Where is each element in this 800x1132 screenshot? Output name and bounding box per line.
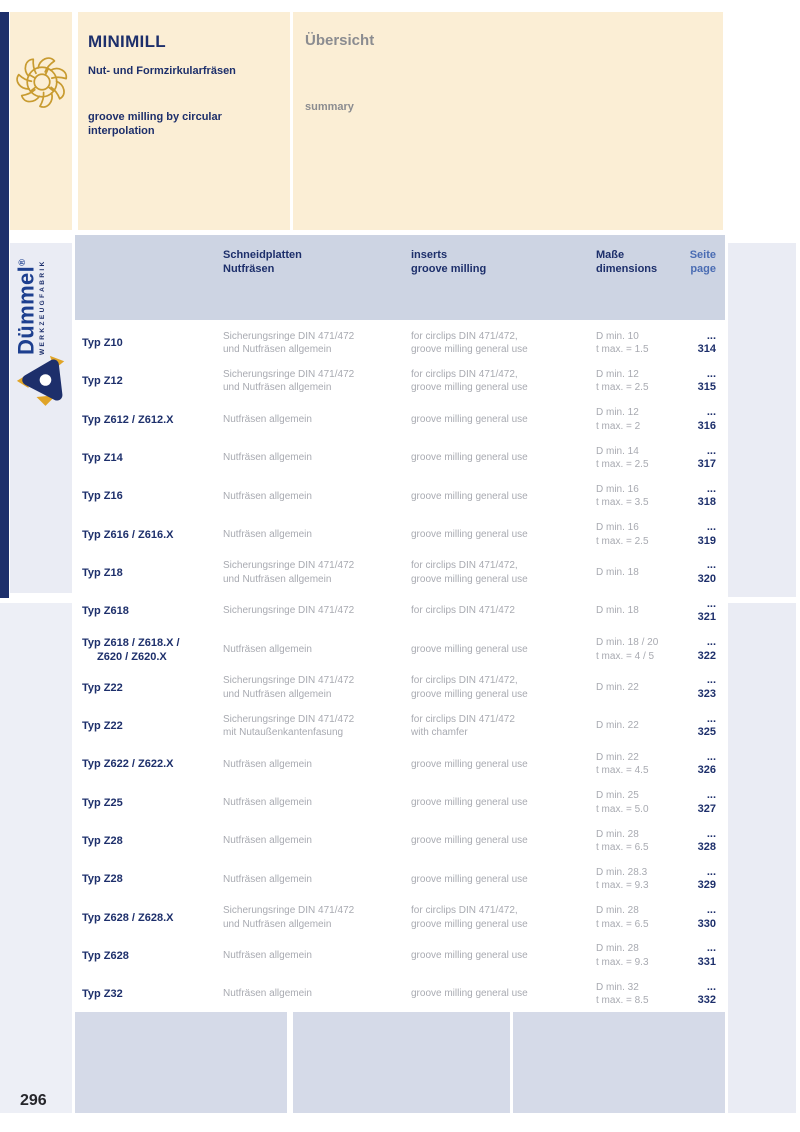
header-overview-box <box>293 12 723 230</box>
table-row <box>75 477 725 515</box>
cell-dims: D min. 22 <box>596 682 639 694</box>
cell-en: for circlips DIN 471/472, groove milling general use <box>411 368 528 394</box>
cell-page: ... 317 <box>697 444 716 471</box>
cell-typ: Typ Z22 <box>82 681 123 694</box>
cell-de: Nutfräsen allgemein <box>223 643 312 655</box>
table-row <box>75 592 725 630</box>
cell-en: for circlips DIN 471/472 <box>411 605 515 617</box>
brand-name: Dümmel® <box>13 258 39 355</box>
cell-page: ... 329 <box>697 865 716 892</box>
left-accent-bar <box>0 12 9 598</box>
cell-en: for circlips DIN 471/472, groove milling general use <box>411 330 528 356</box>
cell-dims: D min. 22 <box>596 720 639 732</box>
cell-typ: Typ Z22 <box>82 720 123 733</box>
brand-tagline: WERKZEUGFABRIK <box>39 259 47 355</box>
cell-de: Nutfräsen allgemein <box>223 413 312 425</box>
cell-page: ... 331 <box>697 942 716 968</box>
cell-de: Sicherungsringe DIN 471/472 und Nutfräsen allgemein <box>223 675 355 700</box>
cell-dims: D min. 16 t max. = 2.5 <box>596 522 649 547</box>
cell-typ: Typ Z18 <box>82 566 123 579</box>
cell-dims: D min. 10 t max. = 1.5 <box>596 330 649 356</box>
footer-block-1 <box>75 1012 287 1113</box>
cell-page: ... 314 <box>697 329 716 356</box>
table-row <box>75 898 725 936</box>
milling-cutter-icon <box>14 52 70 112</box>
cell-en: groove milling general use <box>411 835 528 847</box>
page-title: MINIMILL <box>88 32 166 51</box>
right-margin-strip-bottom <box>728 603 796 1113</box>
table-row <box>75 439 725 477</box>
cell-page: ... 328 <box>697 827 716 853</box>
cell-en: groove milling general use <box>411 796 528 808</box>
cell-dims: D min. 28 t max. = 9.3 <box>596 943 649 968</box>
cell-typ: Typ Z628 <box>82 949 129 962</box>
cell-typ: Typ Z10 <box>82 337 123 350</box>
cell-page: ... 321 <box>697 597 716 624</box>
cell-page: ... 318 <box>697 482 716 509</box>
cell-page: ... 322 <box>697 636 716 662</box>
cell-typ: Typ Z16 <box>82 490 123 503</box>
subtitle-english: groove milling by circular interpolation <box>88 111 222 137</box>
column-header-page: Seite page <box>689 249 716 275</box>
cell-dims: D min. 18 <box>596 605 639 617</box>
table-row <box>75 975 725 1013</box>
registered-mark: ® <box>17 258 27 266</box>
cell-de: Nutfräsen allgemein <box>223 528 312 540</box>
overview-table <box>75 235 725 1013</box>
cell-en: groove milling general use <box>411 490 528 502</box>
cell-en: groove milling general use <box>411 758 528 770</box>
brand-sidebar <box>10 243 72 593</box>
table-row <box>75 707 725 745</box>
column-header-dimensions: Maße dimensions <box>596 249 658 275</box>
table-row <box>75 860 725 898</box>
cell-typ: Typ Z28 <box>82 873 123 886</box>
subtitle-german: Nut- und Formzirkularfräsen <box>88 65 236 77</box>
cell-de: Sicherungsringe DIN 471/472 und Nutfräsen allgemein <box>223 905 355 930</box>
header-icon-box <box>10 12 72 230</box>
cell-dims: D min. 18 / 20 t max. = 4 / 5 <box>596 637 659 662</box>
cell-en: groove milling general use <box>411 643 528 655</box>
table-row <box>75 669 725 707</box>
table-row <box>75 362 725 400</box>
table-row <box>75 822 725 860</box>
cell-de: Nutfräsen allgemein <box>223 988 312 1000</box>
cell-typ: Typ Z14 <box>82 452 123 465</box>
table-row <box>75 554 725 592</box>
cell-page: ... 325 <box>697 712 716 739</box>
brand-logo-text <box>10 245 72 355</box>
cell-typ: Typ Z622 / Z622.X <box>82 758 174 771</box>
cell-typ: Typ Z616 / Z616.X <box>82 528 174 541</box>
cell-dims: D min. 12 t max. = 2 <box>596 407 641 432</box>
cell-en: for circlips DIN 471/472 with chamfer <box>411 713 515 739</box>
cell-en: groove milling general use <box>411 950 528 962</box>
cell-en: groove milling general use <box>411 873 528 885</box>
table-body <box>75 320 725 1013</box>
cell-page: ... 326 <box>697 750 716 777</box>
cell-de: Sicherungsringe DIN 471/472 und Nutfräsen allgemein <box>223 368 355 394</box>
left-margin-strip-bottom <box>0 603 72 1113</box>
cell-typ: Typ Z618 <box>82 605 129 618</box>
cell-de: Sicherungsringe DIN 471/472 und Nutfräsen allgemein <box>223 330 355 356</box>
cell-page: ... 323 <box>697 674 716 700</box>
cell-page: ... 319 <box>697 521 716 547</box>
cell-page: ... 332 <box>697 980 716 1007</box>
cell-de: Nutfräsen allgemein <box>223 835 312 847</box>
page-number: 296 <box>20 1092 47 1109</box>
table-row <box>75 324 725 362</box>
cell-page: ... 315 <box>697 367 716 394</box>
cell-de: Sicherungsringe DIN 471/472 mit Nutaußenkantenfasung <box>223 713 355 739</box>
cell-dims: D min. 28 t max. = 6.5 <box>596 905 649 930</box>
cell-dims: D min. 25 t max. = 5.0 <box>596 790 649 815</box>
cell-de: Nutfräsen allgemein <box>223 452 312 464</box>
cell-de: Sicherungsringe DIN 471/472 und Nutfräsen allgemein <box>223 560 355 585</box>
table-header-row <box>75 235 725 320</box>
cell-en: groove milling general use <box>411 528 528 540</box>
cell-de: Nutfräsen allgemein <box>223 873 312 885</box>
column-header-typ <box>75 248 223 320</box>
table-row <box>75 630 725 668</box>
cell-en: groove milling general use <box>411 988 528 1000</box>
table-row <box>75 515 725 553</box>
cell-en: groove milling general use <box>411 452 528 464</box>
cell-de: Nutfräsen allgemein <box>223 490 312 502</box>
cell-page: ... 330 <box>697 904 716 930</box>
duemmel-logo-icon <box>16 353 66 412</box>
cell-dims: D min. 22 t max. = 4.5 <box>596 751 649 777</box>
right-margin-strip-top <box>728 243 796 597</box>
cell-en: for circlips DIN 471/472, groove milling general use <box>411 560 528 585</box>
cell-typ: Typ Z618 / Z618.X / Z620 / Z620.X <box>82 636 180 663</box>
cell-typ: Typ Z28 <box>82 835 123 847</box>
footer-block-2 <box>293 1012 510 1113</box>
cell-dims: D min. 28.3 t max. = 9.3 <box>596 866 649 892</box>
cell-de: Nutfräsen allgemein <box>223 796 312 808</box>
header-title-box <box>78 12 290 230</box>
cell-dims: D min. 32 t max. = 8.5 <box>596 981 649 1007</box>
cell-dims: D min. 16 t max. = 3.5 <box>596 483 649 509</box>
table-row <box>75 401 725 439</box>
table-row <box>75 937 725 975</box>
cell-de: Nutfräsen allgemein <box>223 950 312 962</box>
cell-typ: Typ Z25 <box>82 796 123 809</box>
table-row <box>75 784 725 822</box>
cell-typ: Typ Z612 / Z612.X <box>82 413 174 426</box>
cell-dims: D min. 18 <box>596 567 639 579</box>
cell-dims: D min. 12 t max. = 2.5 <box>596 368 649 394</box>
cell-dims: D min. 28 t max. = 6.5 <box>596 828 649 853</box>
cell-en: for circlips DIN 471/472, groove milling general use <box>411 675 528 700</box>
cell-de: Nutfräsen allgemein <box>223 758 312 770</box>
table-row <box>75 745 725 783</box>
cell-typ: Typ Z628 / Z628.X <box>82 911 174 924</box>
cell-en: groove milling general use <box>411 413 528 425</box>
cell-typ: Typ Z12 <box>82 375 123 388</box>
cell-page: ... 327 <box>697 789 716 815</box>
cell-typ: Typ Z32 <box>82 988 123 1001</box>
cell-de: Sicherungsringe DIN 471/472 <box>223 605 355 617</box>
cell-en: for circlips DIN 471/472, groove milling general use <box>411 905 528 930</box>
cell-page: ... 316 <box>697 406 716 432</box>
overview-title-english: summary <box>305 101 354 113</box>
column-header-inserts-en: inserts groove milling <box>411 249 487 275</box>
cell-page: ... 320 <box>697 559 716 585</box>
cell-dims: D min. 14 t max. = 2.5 <box>596 445 649 471</box>
footer-block-3 <box>513 1012 725 1113</box>
column-header-inserts-de: Schneidplatten Nutfräsen <box>223 249 302 275</box>
overview-title-german: Übersicht <box>305 32 375 49</box>
